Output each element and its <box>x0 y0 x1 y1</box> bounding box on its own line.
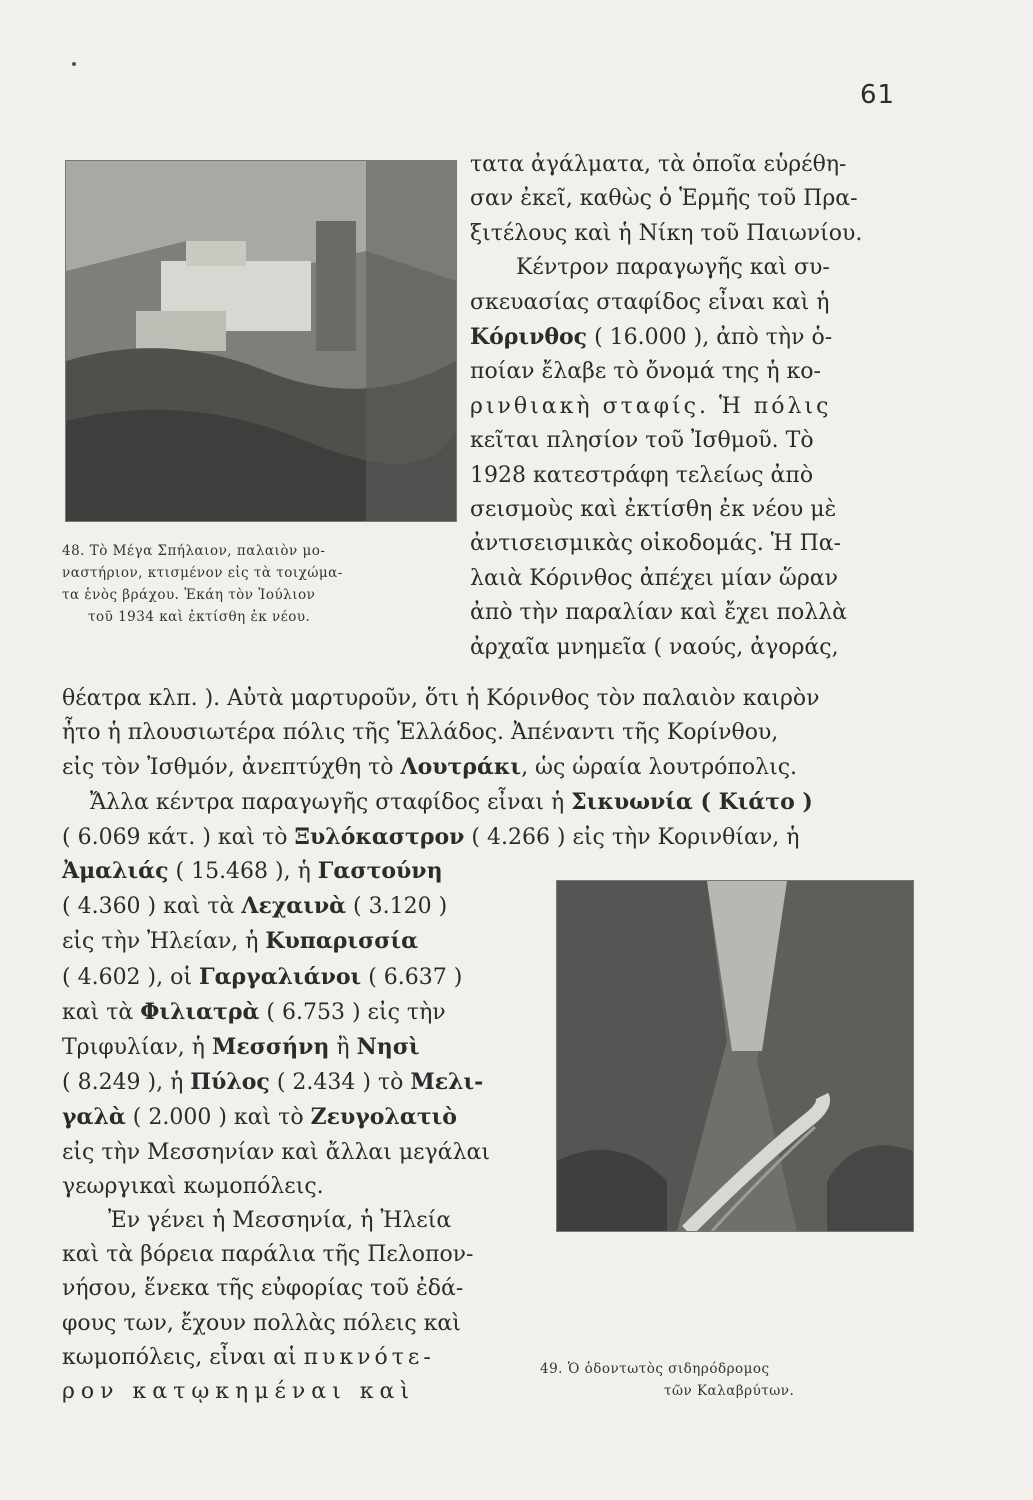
text-line: καὶ τὰ βόρεια παράλια τῆς Πελοπον- <box>62 1242 474 1268</box>
full-width-text <box>62 682 902 855</box>
text-line: ξιτέλους καὶ ἡ Νίκη τοῦ Παιωνίου. <box>470 220 863 246</box>
text-line: κωμοπόλεις, εἶναι αἱ πυκνότε- <box>62 1344 435 1370</box>
text-line: Κόρινθος ( 16.000 ), ἀπὸ τὴν ὁ- <box>470 324 833 351</box>
text-line: εἰς τὴν Μεσσηνίαν καὶ ἄλλαι μεγάλαι <box>62 1139 490 1165</box>
text-line: νήσου, ἕνεκα τῆς εὐφορίας τοῦ ἐδά- <box>62 1276 464 1302</box>
text-line: σκευασίας σταφίδος εἶναι καὶ ἡ <box>470 289 830 315</box>
text-line: Ἐν γένει ἡ Μεσσηνία, ἡ Ἠλεία <box>108 1208 452 1234</box>
page-dot <box>72 62 76 66</box>
text-line: Τριφυλίαν, ἡ Μεσσήνη ἢ Νησὶ <box>62 1034 420 1061</box>
caption-line: ναστήριον, κτισμένον εἰς τὰ τοιχώμα- <box>62 565 343 581</box>
caption-line: τῶν Καλαβρύτων. <box>664 1383 795 1399</box>
text-line: Κέντρον παραγωγῆς καὶ συ- <box>516 255 830 281</box>
text-line: λαιὰ Κόρινθος ἀπέχει μίαν ὥραν <box>470 565 839 591</box>
text-line: ρινθιακὴ σταφίς. Ἡ πόλις <box>470 393 832 419</box>
monastery-photo <box>65 160 457 522</box>
text-line: ( 4.602 ), οἱ Γαργαλιάνοι ( 6.637 ) <box>62 963 463 990</box>
text-line: ποίαν ἔλαβε τὸ ὄνομά της ἡ κο- <box>470 359 821 385</box>
text-line: ἀρχαῖα μνημεῖα ( ναούς, ἀγοράς, <box>470 634 839 660</box>
monastery-photo-icon <box>66 161 456 521</box>
text-line: τατα ἀγάλματα, τὰ ὁποῖα εὑρέθη- <box>470 152 847 177</box>
text-line: σεισμοὺς καὶ ἐκτίσθη ἐκ νέου μὲ <box>470 497 837 523</box>
text-line: ρον κατῳκημέναι καὶ <box>62 1379 415 1405</box>
page-number: 61 <box>860 80 896 110</box>
text-line: γαλὰ ( 2.000 ) καὶ τὸ Ζευγολατιὸ <box>62 1104 457 1131</box>
text-line: σαν ἐκεῖ, καθὼς ὁ Ἑρμῆς τοῦ Πρα- <box>470 186 858 212</box>
text-line: Ἄλλα κέντρα παραγωγῆς σταφίδος εἶναι ἡ Σικυωνία ( Κιάτο ) <box>90 789 813 815</box>
text-line: καὶ τὰ Φιλιατρὰ ( 6.753 ) εἰς τὴν <box>62 998 446 1025</box>
railway-gorge-photo-icon <box>557 881 913 1231</box>
text-line: γεωργικαὶ κωμοπόλεις. <box>62 1173 324 1199</box>
railway-gorge-photo <box>556 880 914 1232</box>
text-line: Ἀμαλιάς ( 15.468 ), ἡ Γαστούνη <box>62 858 443 884</box>
right-column-text <box>470 148 900 665</box>
photo1-caption <box>62 540 462 628</box>
text-line: κεῖται πλησίον τοῦ Ἰσθμοῦ. Τὸ <box>470 428 814 454</box>
text-line: εἰς τὸν Ἰσθμόν, ἀνεπτύχθη τὸ Λουτράκι, ὡς ὡραία λουτρόπολις. <box>62 754 798 780</box>
text-line: εἰς τὴν Ἠλείαν, ἡ Κυπαρισσία <box>62 928 419 955</box>
text-line: θέατρα κλπ. ). Αὐτὰ μαρτυροῦν, ὅτι ἡ Κόρινθος τὸν παλαιὸν καιρὸν <box>62 686 820 711</box>
caption-line: 49. Ὁ ὀδοντωτὸς σιδηρόδρομος <box>540 1361 770 1377</box>
caption-line: 48. Τὸ Μέγα Σπήλαιον, παλαιὸν μο- <box>62 543 326 559</box>
text-line: ( 8.249 ), ἡ Πύλος ( 2.434 ) τὸ Μελι- <box>62 1069 484 1096</box>
text-line: ( 6.069 κάτ. ) καὶ τὸ Ξυλόκαστρον ( 4.266 ) εἰς τὴν Κορινθίαν, ἡ <box>62 824 800 850</box>
text-line: ( 4.360 ) καὶ τὰ Λεχαινὰ ( 3.120 ) <box>62 893 448 920</box>
text-line: φους των, ἔχουν πολλὰς πόλεις καὶ <box>62 1310 461 1336</box>
text-line: ἀπὸ τὴν παραλίαν καὶ ἔχει πολλὰ <box>470 600 847 626</box>
caption-line: τα ἑνὸς βράχου. Ἐκάη τὸν Ἰούλιον <box>62 587 316 603</box>
caption-line: τοῦ 1934 καὶ ἐκτίσθη ἐκ νέου. <box>88 609 311 625</box>
text-line: 1928 κατεστράφη τελείως ἀπὸ <box>470 462 814 488</box>
text-line: ἀντισεισμικὰς οἰκοδομάς. Ἡ Πα- <box>470 531 842 557</box>
left-column-text <box>62 854 532 1409</box>
photo2-caption <box>540 1358 920 1402</box>
text-line: ἦτο ἡ πλουσιωτέρα πόλις τῆς Ἑλλάδος. Ἀπέναντι τῆς Κορίνθου, <box>62 720 779 745</box>
